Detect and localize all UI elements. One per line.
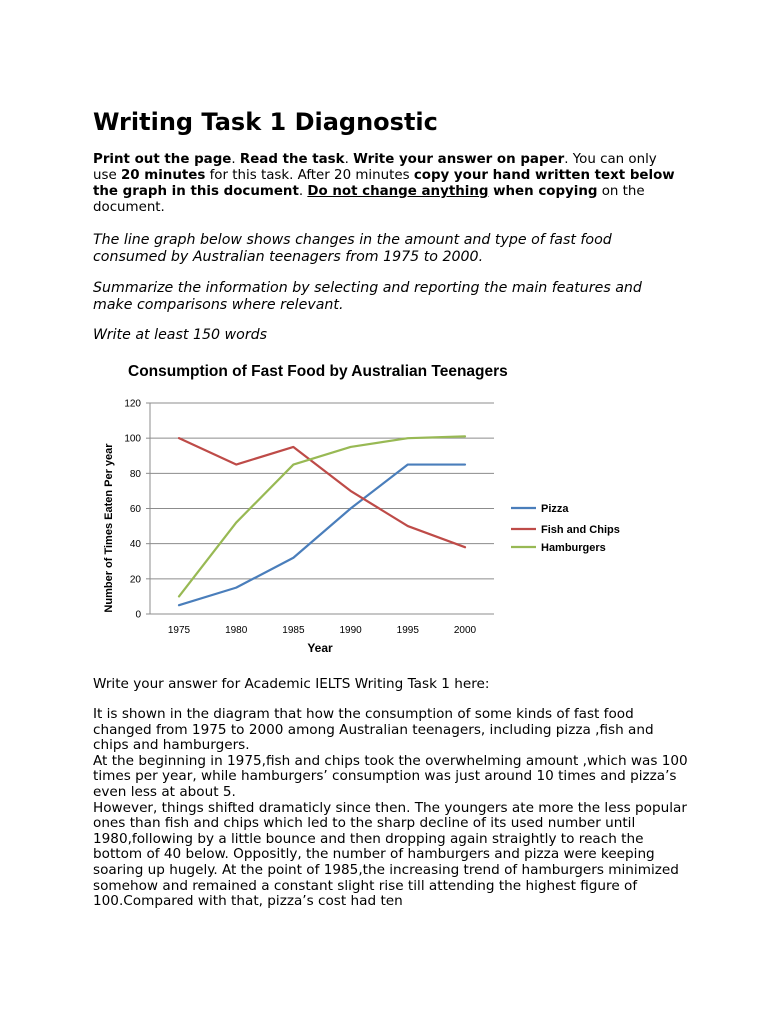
task-word-limit: Write at least 150 words bbox=[93, 327, 268, 343]
instr-when: when bbox=[488, 184, 539, 199]
instr-text-2: for this task. After 20 minutes bbox=[205, 168, 414, 183]
y-tick-label: 80 bbox=[129, 468, 141, 480]
y-tick-label: 60 bbox=[129, 504, 141, 515]
x-tick-label: 1975 bbox=[167, 625, 191, 636]
page-title: Writing Task 1 Diagnostic bbox=[93, 108, 438, 136]
answer-text: It is shown in the diagram that how the consumption of some kinds of fast food changed from 1975 to 2000 among Australian teenagers, including pizza ,fish and chips and hamburgers. At the beginning in 1975,fish and chips took the overwhelming amount ,which was 100 times per year, while hamburgers’ consumption was just around 10 times and pizza’s even less at about 5. However, things shifted dramaticly since then. The youngers ate more the less popular ones than fish and chips which led to the sharp decline of its used number until 1980,following by a little bounce and then dropping again straightly to reach the bottom of 40 below. Oppositly, the number of hamburgers and pizza were keeping soaring up hugely. At the point of 1985,the increasing trend of hamburgers minimized somehow and remained a constant slight rise till attending the highest figure of 100.Compared with that, pizza’s cost had ten bbox=[93, 706, 688, 910]
x-tick-label: 1980 bbox=[225, 625, 248, 636]
line-chart bbox=[96, 352, 656, 662]
instr-read: Read the task bbox=[239, 152, 345, 167]
x-tick-label: 1995 bbox=[396, 625, 419, 636]
instr-sep-2: . bbox=[344, 152, 354, 167]
y-tick-label: 0 bbox=[135, 609, 141, 621]
y-tick-label: 100 bbox=[124, 433, 141, 445]
answer-prompt: Write your answer for Academic IELTS Writing Task 1 here: bbox=[93, 676, 490, 692]
x-axis-label: Year bbox=[307, 641, 333, 655]
instr-sep-1: . bbox=[231, 152, 240, 167]
instr-print: Print out the page bbox=[93, 152, 232, 167]
chart-title: Consumption of Fast Food by Australian Teenagers bbox=[128, 363, 508, 380]
series-line-fish-and-chips bbox=[179, 438, 465, 547]
series-line-hamburgers bbox=[179, 436, 465, 596]
legend-label: Hamburgers bbox=[541, 542, 606, 554]
instr-minutes: 20 minutes bbox=[120, 168, 206, 183]
y-tick-label: 20 bbox=[129, 574, 141, 586]
instr-text-3: on the document. bbox=[93, 184, 645, 215]
x-tick-label: 1990 bbox=[339, 625, 362, 636]
legend-label: Pizza bbox=[541, 503, 569, 515]
series-line-pizza bbox=[179, 465, 465, 606]
x-tick-label: 2000 bbox=[453, 625, 477, 636]
instr-copy: copy your hand written text below the graph in this document bbox=[93, 168, 675, 199]
x-tick-label: 1985 bbox=[282, 625, 305, 636]
y-tick-label: 120 bbox=[124, 398, 141, 410]
instr-copying: copying bbox=[538, 184, 598, 199]
task-summarize: Summarize the information by selecting and reporting the main features and make comparisons where relevant. bbox=[93, 280, 642, 313]
instructions-paragraph bbox=[93, 152, 683, 216]
instr-no-change: Do not change anything bbox=[307, 184, 489, 199]
instr-text-1: . You can only use bbox=[93, 152, 657, 183]
instr-write: Write your answer on paper bbox=[353, 152, 565, 167]
y-axis-label: Number of Times Eaten Per year bbox=[103, 443, 115, 613]
instr-sep-3: . bbox=[298, 184, 308, 199]
y-tick-label: 40 bbox=[129, 539, 141, 551]
task-description: The line graph below shows changes in the amount and type of fast food consumed by Australian teenagers from 1975 to 2000. bbox=[93, 232, 612, 265]
legend-label: Fish and Chips bbox=[541, 524, 620, 536]
